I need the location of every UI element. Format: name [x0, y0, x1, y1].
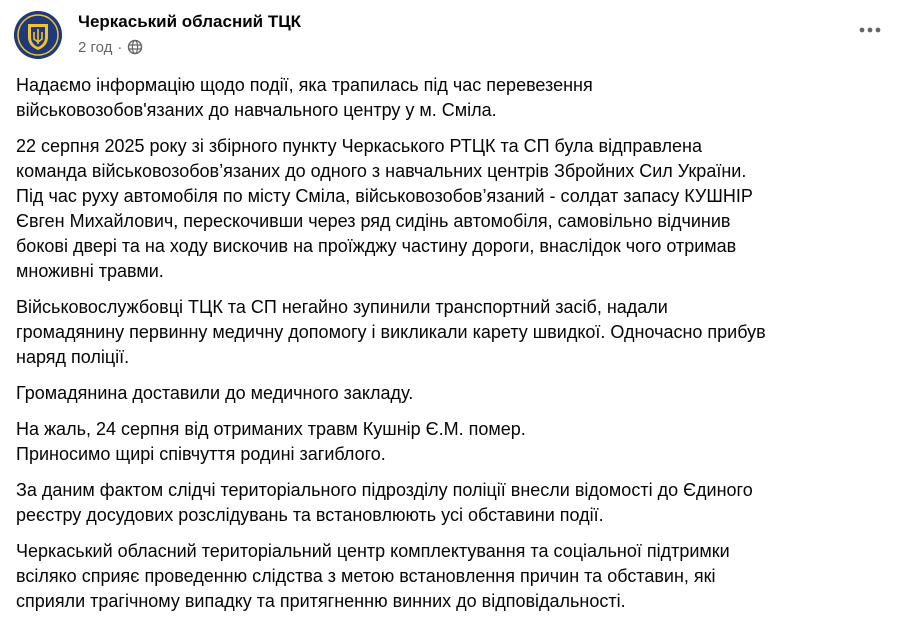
post-meta — [78, 38, 143, 56]
more-options-button[interactable] — [852, 16, 888, 44]
post-paragraph: Надаємо інформацію щодо події, яка трапилась під час перевезення військовозобов'язаних до навчального центру у м. Сміла. — [16, 75, 593, 120]
post-body — [16, 73, 888, 625]
meta-separator: · — [117, 38, 123, 56]
post-paragraph: За даним фактом слідчі територіального підрозділу поліції внесли відомості до Єдиного реєстру досудових розслідувань та встановлюють усі обставини події. — [16, 480, 753, 525]
post-header — [14, 8, 888, 64]
emblem-shield-icon — [14, 11, 62, 59]
post-paragraph: 22 серпня 2025 року зі збірного пункту Черкаського РТЦК та СП була відправлена команда військовозобов’язаних до одного з навчальних центрів Збройних Сил України. Під час руху автомобіля по місту Сміла, військовозобов’язаний - солдат запасу КУШНІР Євген Михайлович, перескочивши через ряд сидінь автомобіля, самовільно відчинив бокові двері та на ходу вискочив на проїжджу частину дороги, внаслідок чого отримав множивні травми. — [16, 136, 753, 281]
more-horizontal-icon — [858, 26, 882, 34]
post-paragraph: Військовослужбовці ТЦК та СП негайно зупинили транспортний засіб, надали громадянину первинну медичну допомогу і викликали карету швидкої. Одночасно прибув наряд поліції. — [16, 297, 766, 367]
post-paragraph: Громадянина доставили до медичного закладу. — [16, 383, 414, 403]
post-timestamp[interactable]: 2 год — [78, 38, 113, 56]
page-name-link[interactable]: Черкаський обласний ТЦК — [78, 12, 302, 31]
post-paragraph: На жаль, 24 серпня від отриманих травм Кушнір Є.М. помер. Приносимо щирі співчуття родині загиблого. — [16, 419, 526, 464]
page-avatar[interactable] — [14, 11, 62, 59]
post-paragraph: Черкаський обласний територіальний центр комплектування та соціальної підтримки всіляко сприяє проведенню слідства з метою встановлення причин та обставин, які сприяли трагічному випадку та притягненню винних до відповідальності. — [16, 541, 730, 611]
globe-icon[interactable] — [127, 39, 143, 55]
